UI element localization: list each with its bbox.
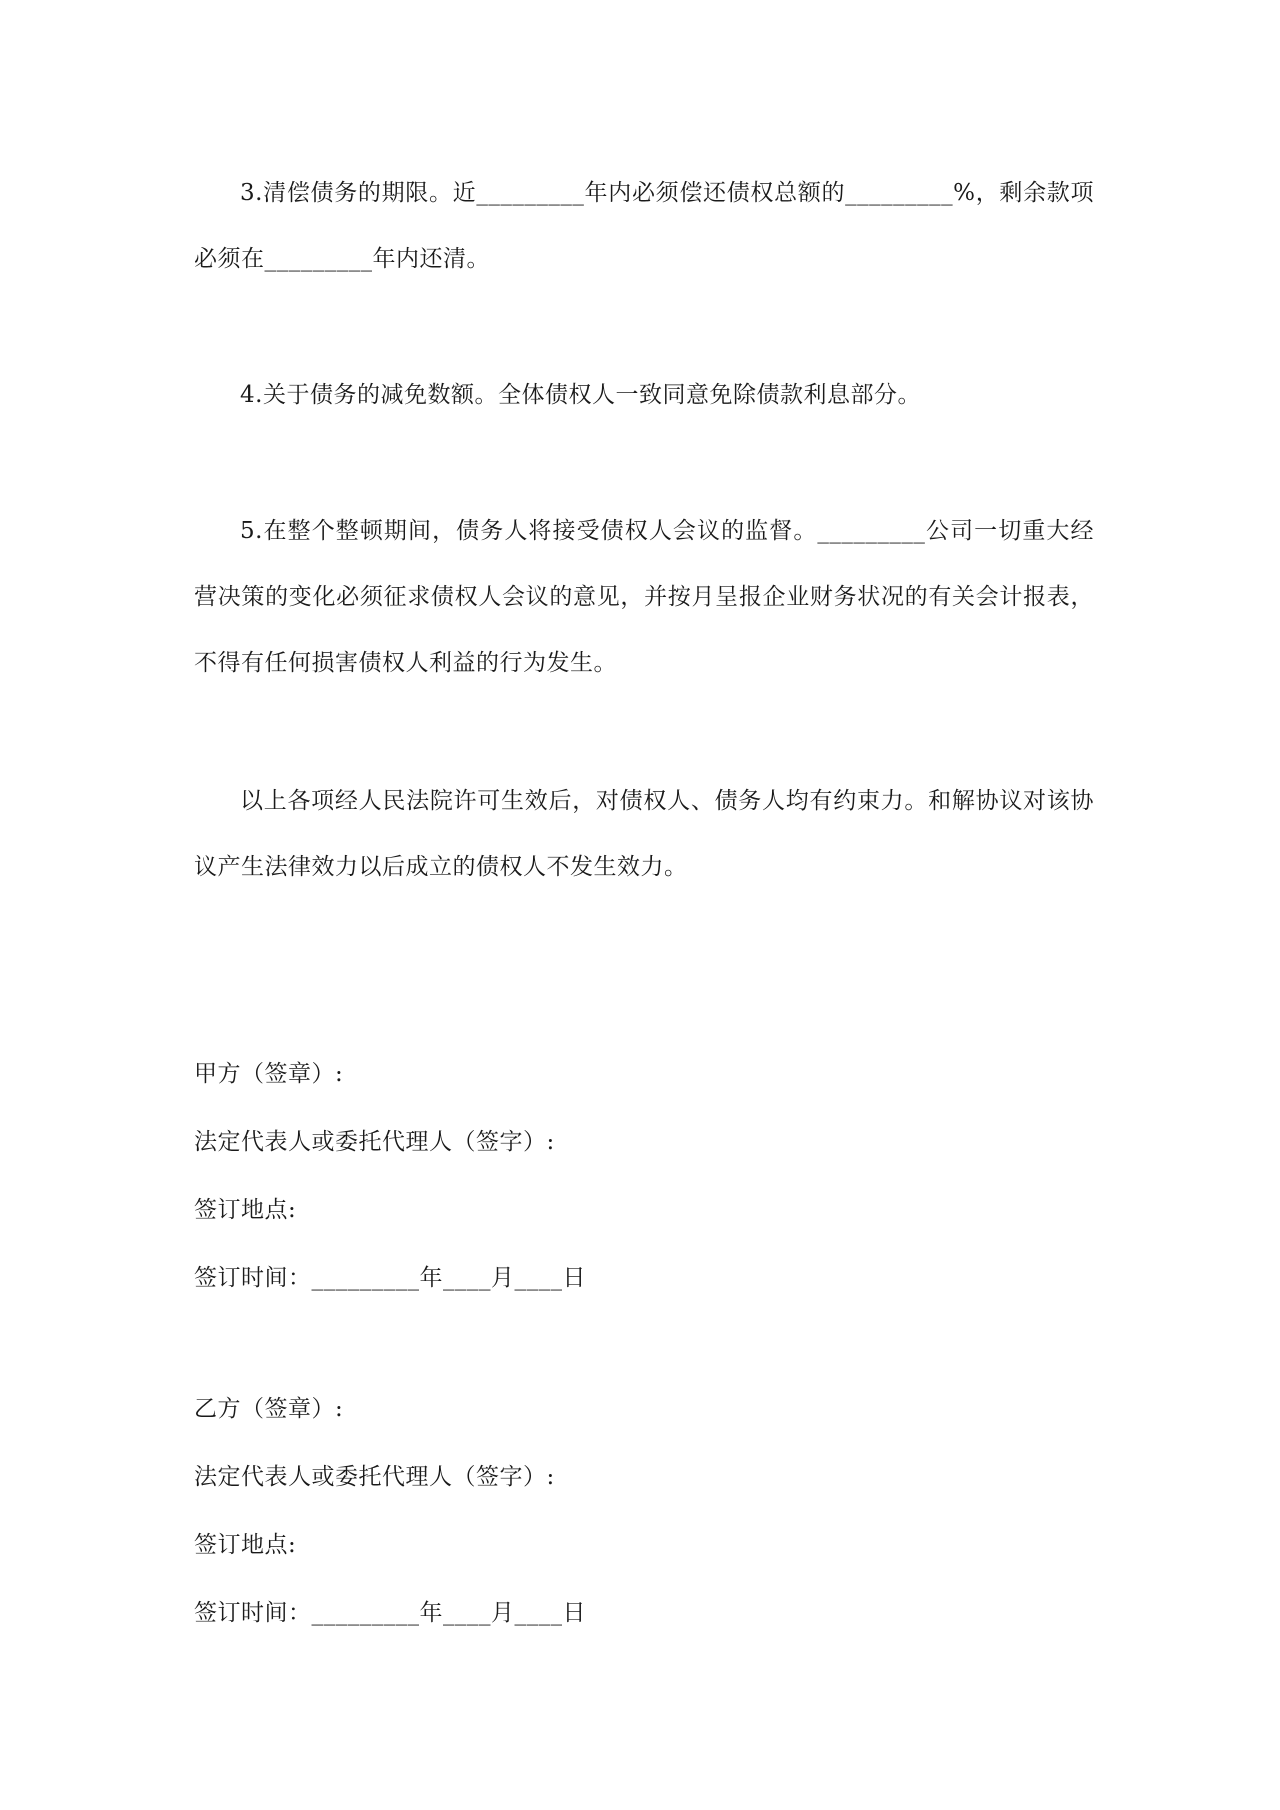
party-a-signature-block xyxy=(194,1040,1094,1312)
party-b-signature-block xyxy=(194,1375,1094,1647)
party-a-place-label: 签订地点: xyxy=(194,1197,297,1223)
clause-3-paragraph: 3.清偿债务的期限。近_________年内必须偿还债权总额的_________%，剩余款项必须在_________年内还清。 xyxy=(194,180,1094,272)
party-a-time-label: 签订时间：_________年____月____日 xyxy=(194,1265,586,1291)
party-b-representative-label: 法定代表人或委托代理人（签字）: xyxy=(194,1464,555,1490)
party-b-time-label: 签订时间：_________年____月____日 xyxy=(194,1600,586,1626)
party-b-seal-label: 乙方（签章）: xyxy=(194,1396,344,1422)
clause-5-paragraph: 5.在整个整顿期间，债务人将接受债权人会议的监督。_________公司一切重大经营决策的变化必须征求债权人会议的意见，并按月呈报企业财务状况的有关会计报表，不得有任何损害债权人利益的行为发生。 xyxy=(194,518,1094,676)
party-a-seal-label: 甲方（签章）: xyxy=(194,1061,344,1087)
closing-paragraph: 以上各项经人民法院许可生效后，对债权人、债务人均有约束力。和解协议对该协议产生法律效力以后成立的债权人不发生效力。 xyxy=(194,788,1094,880)
party-b-place-label: 签订地点: xyxy=(194,1532,297,1558)
clause-4-paragraph: 4.关于债务的减免数额。全体债权人一致同意免除债款利息部分。 xyxy=(240,382,921,408)
party-a-representative-label: 法定代表人或委托代理人（签字）: xyxy=(194,1129,555,1155)
agreement-body xyxy=(194,160,1094,900)
